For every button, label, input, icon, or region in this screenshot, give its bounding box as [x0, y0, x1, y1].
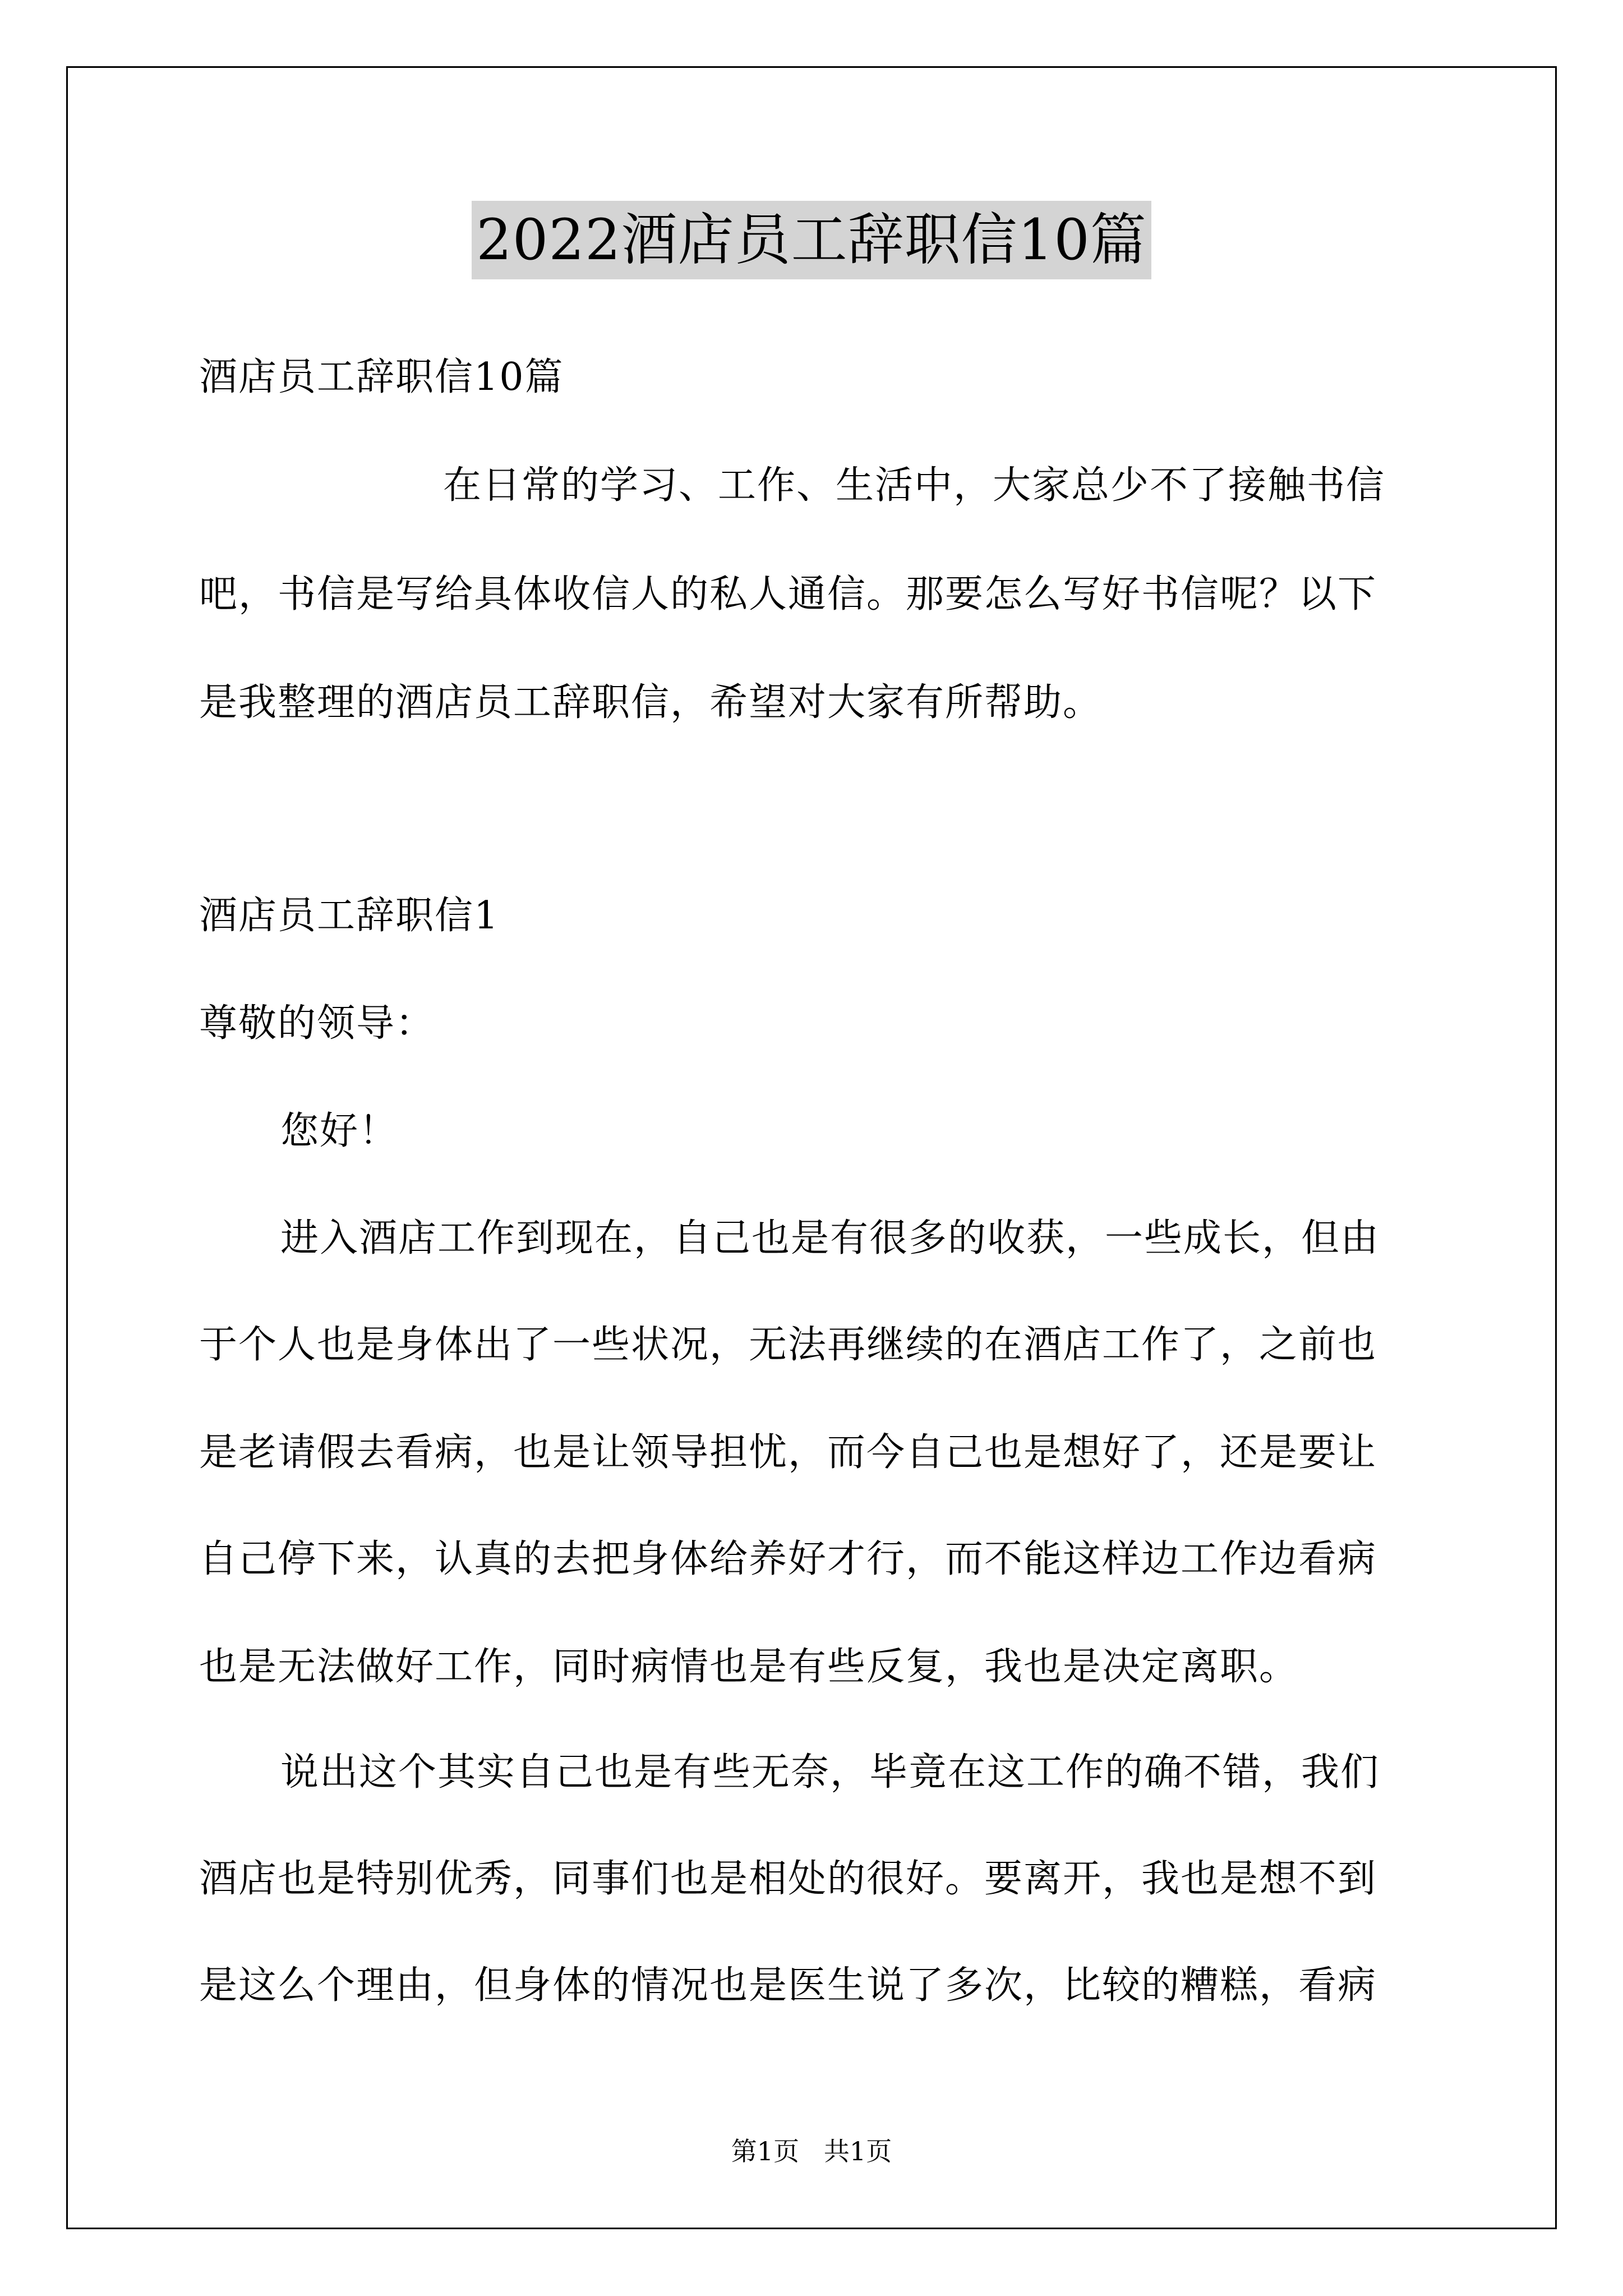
intro-line-3: 是我整理的酒店员工辞职信，希望对大家有所帮助。: [199, 680, 1103, 725]
intro-line-1: 在日常的学习、工作、生活中，大家总少不了接触书信: [443, 463, 1386, 508]
paragraph2-line-3: 是这么个理由，但身体的情况也是医生说了多次，比较的糟糕，看病: [199, 1963, 1377, 2008]
paragraph1-line-1: 进入酒店工作到现在，自己也是有很多的收获，一些成长，但由: [280, 1216, 1380, 1260]
document-subtitle: 酒店员工辞职信10篇: [199, 355, 564, 399]
paragraph1-line-3: 是老请假去看病，也是让领导担忧，而今自己也是想好了，还是要让: [199, 1430, 1377, 1475]
paragraph1-line-2: 于个人也是身体出了一些状况，无法再继续的在酒店工作了，之前也: [199, 1323, 1377, 1367]
section-heading: 酒店员工辞职信1: [199, 894, 500, 938]
document-title: 2022酒店员工辞职信10篇: [472, 201, 1151, 279]
salutation: 尊敬的领导：: [199, 1001, 435, 1046]
intro-line-2: 吧，书信是写给具体收信人的私人通信。那要怎么写好书信呢？以下: [199, 572, 1377, 616]
greeting: 您好！: [280, 1109, 399, 1153]
paragraph1-line-5: 也是无法做好工作，同时病情也是有些反复，我也是决定离职。: [199, 1645, 1299, 1689]
paragraph2-line-1: 说出这个其实自己也是有些无奈，毕竟在这工作的确不错，我们: [280, 1750, 1380, 1795]
page-footer: 第1页 共1页: [731, 2136, 892, 2166]
title-wrap: [0, 201, 1623, 279]
paragraph1-line-4: 自己停下来，认真的去把身体给养好才行，而不能这样边工作边看病: [199, 1537, 1377, 1581]
paragraph2-line-2: 酒店也是特别优秀，同事们也是相处的很好。要离开，我也是想不到: [199, 1857, 1377, 1901]
